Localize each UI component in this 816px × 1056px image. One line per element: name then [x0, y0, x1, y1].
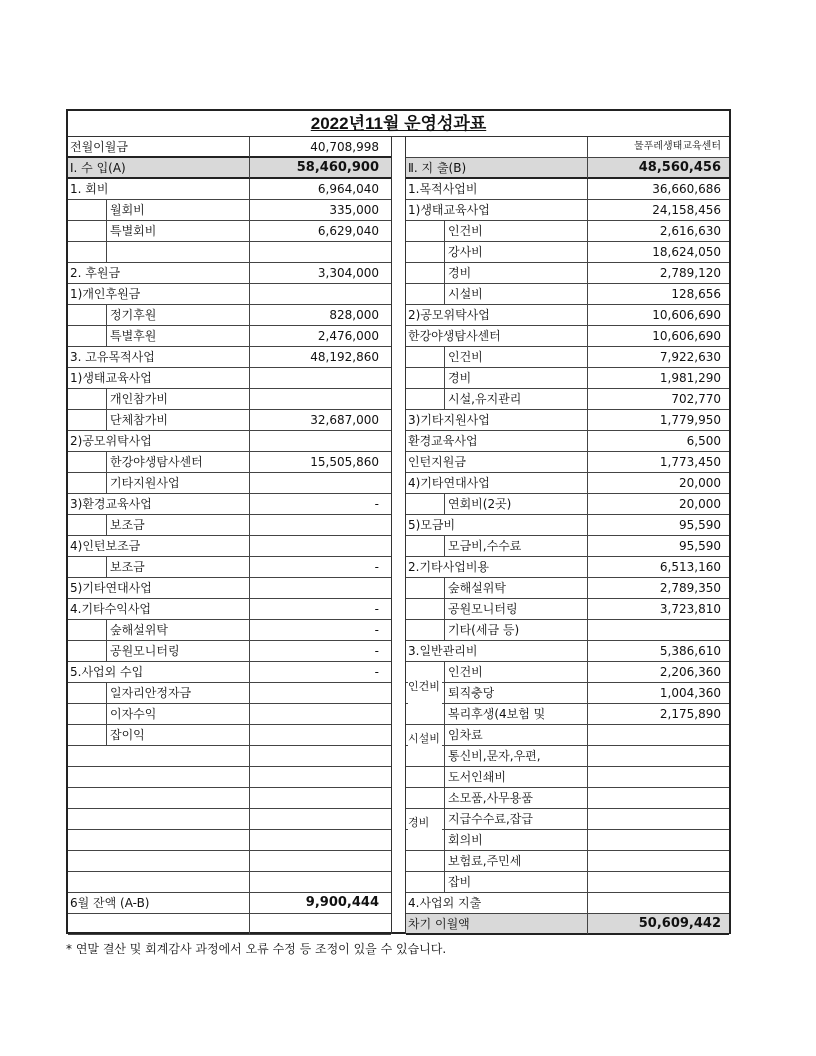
left-table-row [68, 179, 391, 200]
left-row-value [250, 284, 385, 304]
left-row-value [250, 389, 385, 409]
right-row-label: 통신비,문자,우편, [448, 749, 541, 763]
left-row-value: 58,460,900 [296, 160, 379, 175]
right-row-label: 보험료,주민세 [448, 854, 522, 868]
right-row-value: 1,773,450 [659, 455, 721, 469]
left-row-value [250, 473, 385, 493]
left-row-label: 5.사업외 수입 [70, 665, 144, 679]
right-table-row [406, 410, 729, 431]
right-row-value: 20,000 [679, 497, 721, 511]
right-row-value: 48,560,456 [638, 160, 721, 175]
left-row-value [250, 683, 385, 703]
left-row-value [250, 725, 385, 745]
left-row-label: 특별후원 [110, 329, 157, 343]
right-row-label: 강사비 [448, 245, 483, 259]
left-row-label: 4)인턴보조금 [70, 539, 141, 553]
left-row-value: 2,476,000 [317, 329, 379, 343]
right-table-row [406, 788, 729, 809]
expense-column [406, 137, 729, 935]
right-table-row [406, 641, 729, 662]
left-row-value [250, 851, 385, 871]
right-row-label: 4)기타연대사업 [408, 476, 490, 490]
right-row-label: 회의비 [448, 833, 483, 847]
left-table-row [68, 221, 391, 242]
left-row-label: 5)기타연대사업 [70, 581, 152, 595]
left-row-value: 48,192,860 [310, 350, 379, 364]
right-table-row [406, 725, 729, 746]
left-table-row [68, 389, 391, 410]
left-table-row [68, 494, 391, 515]
right-row-value: 1,981,290 [659, 371, 721, 385]
right-table-row [406, 704, 729, 725]
right-table-row [406, 851, 729, 872]
left-row-label: 1)개인후원금 [70, 287, 141, 301]
left-row-label: 한강야생탐사센터 [110, 455, 203, 469]
right-table-row [406, 242, 729, 263]
left-table-row [68, 410, 391, 431]
left-row-value [250, 242, 385, 262]
left-row-label: 잡이익 [110, 728, 145, 742]
left-row-label: 보조금 [110, 518, 145, 532]
right-row-value [588, 767, 727, 787]
right-table-row [406, 452, 729, 473]
left-row-value: 828,000 [329, 308, 379, 322]
right-row-label: 공원모니터링 [448, 602, 518, 616]
left-row-value: 15,505,860 [310, 455, 379, 469]
left-row-value: - [374, 644, 379, 658]
right-row-label: 인건비 [448, 665, 483, 679]
left-row-value [250, 578, 385, 598]
right-table-row [406, 347, 729, 368]
left-table-row [68, 683, 391, 704]
left-row-label: Ⅰ. 수 입(A) [70, 161, 126, 175]
left-table-row [68, 158, 391, 179]
right-row-value: 10,606,690 [652, 329, 721, 343]
right-row-value: 24,158,456 [652, 203, 721, 217]
left-row-value [250, 704, 385, 724]
right-row-value [588, 893, 727, 913]
left-row-value [250, 809, 385, 829]
right-row-value: 702,770 [671, 392, 721, 406]
right-row-value [588, 872, 727, 892]
left-row-label: 1)생태교육사업 [70, 371, 152, 385]
left-row-label: 1. 회비 [70, 182, 109, 196]
personnel-group-label: 인건비 [408, 680, 442, 708]
right-row-value [588, 809, 727, 829]
left-row-label: 3. 고유목적사업 [70, 350, 155, 364]
right-table-row [406, 746, 729, 767]
left-table-row [68, 536, 391, 557]
right-table-row [406, 200, 729, 221]
right-row-label: 도서인쇄비 [448, 770, 506, 784]
left-row-value [250, 914, 385, 934]
right-row-label: 3.일반관리비 [408, 644, 478, 658]
right-table-row [406, 326, 729, 347]
right-table-row [406, 221, 729, 242]
left-row-label: 정기후원 [110, 308, 157, 322]
right-row-label: 숲해설위탁 [448, 581, 506, 595]
right-row-label: 경비 [448, 266, 472, 280]
right-row-label: Ⅱ. 지 출(B) [408, 161, 467, 175]
left-row-value [250, 788, 385, 808]
right-row-value: 50,609,442 [638, 916, 721, 931]
report-frame [66, 109, 731, 934]
right-table-row [406, 578, 729, 599]
left-row-label: 4.기타수익사업 [70, 602, 152, 616]
right-row-label: 경비 [448, 371, 472, 385]
left-row-value: 335,000 [329, 203, 379, 217]
right-table-row [406, 515, 729, 536]
left-row-value: 6,964,040 [317, 182, 379, 196]
right-row-value [588, 746, 727, 766]
right-row-value: 2,206,360 [659, 665, 721, 679]
right-row-label: 연회비(2곳) [448, 497, 512, 511]
facility-group-label: 시설비 [408, 732, 442, 760]
left-row-label: 6월 잔액 (A-B) [70, 896, 150, 910]
right-row-label: 한강야생탐사센터 [408, 329, 501, 343]
right-row-label: 모금비,수수료 [448, 539, 522, 553]
left-row-value [250, 368, 385, 388]
right-table-row [406, 914, 729, 935]
left-table-row [68, 788, 391, 809]
right-row-label: 2)공모위탁사업 [408, 308, 490, 322]
right-table-row [406, 620, 729, 641]
left-table-row [68, 347, 391, 368]
right-table-row [406, 389, 729, 410]
left-table-row [68, 704, 391, 725]
right-row-label: 5)모금비 [408, 518, 456, 532]
left-row-label: 월회비 [110, 203, 145, 217]
right-row-value: 128,656 [671, 287, 721, 301]
left-row-value: - [374, 665, 379, 679]
left-table-row [68, 641, 391, 662]
right-table-row [406, 368, 729, 389]
right-row-label: 잡비 [448, 875, 472, 889]
left-table-row [68, 326, 391, 347]
right-row-value: 물푸레생태교육센터 [634, 141, 721, 152]
left-table-row [68, 767, 391, 788]
left-table-row [68, 557, 391, 578]
right-row-label: 인건비 [448, 350, 483, 364]
left-row-label: 단체참가비 [110, 413, 168, 427]
left-row-value [250, 767, 385, 787]
right-table-row [406, 305, 729, 326]
left-row-label: 보조금 [110, 560, 145, 574]
right-table-row [406, 431, 729, 452]
right-row-value: 6,513,160 [659, 560, 721, 574]
left-row-label: 숲해설위탁 [110, 623, 168, 637]
left-table-row [68, 284, 391, 305]
left-row-value: - [374, 623, 379, 637]
left-table-row [68, 263, 391, 284]
right-row-value: 3,723,810 [659, 602, 721, 616]
left-table-row [68, 914, 391, 935]
right-row-label: 인건비 [448, 224, 483, 238]
right-row-label: 3)기타지원사업 [408, 413, 490, 427]
right-row-label: 복리후생(4보험 및 [448, 707, 546, 721]
left-row-value: - [374, 560, 379, 574]
left-table-row [68, 200, 391, 221]
right-row-label: 1)생태교육사업 [408, 203, 490, 217]
left-row-value [250, 746, 385, 766]
left-table-row [68, 305, 391, 326]
right-row-value: 95,590 [679, 539, 721, 553]
left-row-value: 32,687,000 [310, 413, 379, 427]
right-row-label: 시설,유지관리 [448, 392, 522, 406]
left-row-value: 40,708,998 [310, 140, 379, 154]
left-row-label: 2)공모위탁사업 [70, 434, 152, 448]
income-column [68, 137, 391, 935]
left-row-value [250, 431, 385, 451]
left-row-value: - [374, 497, 379, 511]
right-row-label: 임차료 [448, 728, 483, 742]
right-table-row [406, 263, 729, 284]
right-table-row [406, 599, 729, 620]
left-table-row [68, 809, 391, 830]
right-table-row [406, 536, 729, 557]
right-row-value: 18,624,050 [652, 245, 721, 259]
left-row-label: 개인참가비 [110, 392, 168, 406]
left-row-label: 3)환경교육사업 [70, 497, 152, 511]
left-row-value: 9,900,444 [305, 895, 379, 910]
right-table-row [406, 767, 729, 788]
right-row-value: 1,004,360 [659, 686, 721, 700]
right-row-value: 20,000 [679, 476, 721, 490]
right-row-value [588, 788, 727, 808]
right-row-value: 2,616,630 [659, 224, 721, 238]
left-row-value: 3,304,000 [317, 266, 379, 280]
footnote: * 연말 결산 및 회계감사 과정에서 오류 수정 등 조정이 있을 수 있습니다. [66, 942, 447, 956]
right-row-value [588, 830, 727, 850]
right-row-label: 시설비 [448, 287, 483, 301]
right-table-row [406, 137, 729, 158]
left-row-label: 2. 후원금 [70, 266, 121, 280]
left-table-row [68, 431, 391, 452]
right-table-row [406, 662, 729, 683]
right-row-value: 1,779,950 [659, 413, 721, 427]
left-table-row [68, 137, 391, 158]
right-row-label: 인턴지원금 [408, 455, 466, 469]
right-row-value: 7,922,630 [659, 350, 721, 364]
right-table-row [406, 284, 729, 305]
right-row-value: 6,500 [686, 434, 721, 448]
right-row-label: 차기 이월액 [408, 917, 470, 931]
expense-group-label: 경비 [408, 816, 442, 844]
right-row-value: 36,660,686 [652, 182, 721, 196]
right-row-label: 지급수수료,잡급 [448, 812, 533, 826]
left-table-row [68, 620, 391, 641]
right-row-label: 환경교육사업 [408, 434, 478, 448]
left-row-value [250, 830, 385, 850]
right-table-row [406, 473, 729, 494]
right-row-value: 2,789,120 [659, 266, 721, 280]
left-row-label: 기타지원사업 [110, 476, 180, 490]
left-table-row [68, 368, 391, 389]
right-table-row [406, 830, 729, 851]
column-divider [391, 137, 406, 934]
right-table-row [406, 893, 729, 914]
left-row-label: 전월이월금 [70, 140, 128, 154]
left-table-row [68, 893, 391, 914]
right-table-row [406, 683, 729, 704]
right-row-label: 소모품,사무용품 [448, 791, 533, 805]
right-table-row [406, 872, 729, 893]
left-table-row [68, 851, 391, 872]
left-table-row [68, 725, 391, 746]
left-row-value [250, 872, 385, 892]
left-table-row [68, 452, 391, 473]
left-row-label: 공원모니터링 [110, 644, 180, 658]
right-row-value: 2,789,350 [659, 581, 721, 595]
right-row-label: 2.기타사업비용 [408, 560, 490, 574]
left-table-row [68, 578, 391, 599]
right-row-value: 2,175,890 [659, 707, 721, 721]
right-row-label: 퇴직충당 [448, 686, 495, 700]
right-row-value [588, 725, 727, 745]
right-row-value: 95,590 [679, 518, 721, 532]
right-row-value: 10,606,690 [652, 308, 721, 322]
left-table-row [68, 473, 391, 494]
right-table-row [406, 557, 729, 578]
left-table-row [68, 662, 391, 683]
right-row-label: 4.사업외 지출 [408, 896, 482, 910]
right-table-row [406, 179, 729, 200]
left-table-row [68, 515, 391, 536]
left-row-label: 특별회비 [110, 224, 157, 238]
left-row-value [250, 515, 385, 535]
left-table-row [68, 746, 391, 767]
left-row-label: 이자수익 [110, 707, 157, 721]
right-row-label: 기타(세금 등) [448, 623, 520, 637]
right-row-value: 5,386,610 [659, 644, 721, 658]
left-table-row [68, 599, 391, 620]
left-table-row [68, 872, 391, 893]
left-row-value: 6,629,040 [317, 224, 379, 238]
report-title: 2022년11월 운영성과표 [68, 111, 729, 137]
left-row-label: 일자리안정자금 [110, 686, 192, 700]
left-row-value [250, 536, 385, 556]
right-table-row [406, 494, 729, 515]
right-row-label: 1.목적사업비 [408, 182, 478, 196]
right-row-value [588, 851, 727, 871]
right-table-row [406, 158, 729, 179]
left-row-value: - [374, 602, 379, 616]
left-table-row [68, 242, 391, 263]
left-table-row [68, 830, 391, 851]
right-row-value [588, 620, 727, 640]
right-table-row [406, 809, 729, 830]
